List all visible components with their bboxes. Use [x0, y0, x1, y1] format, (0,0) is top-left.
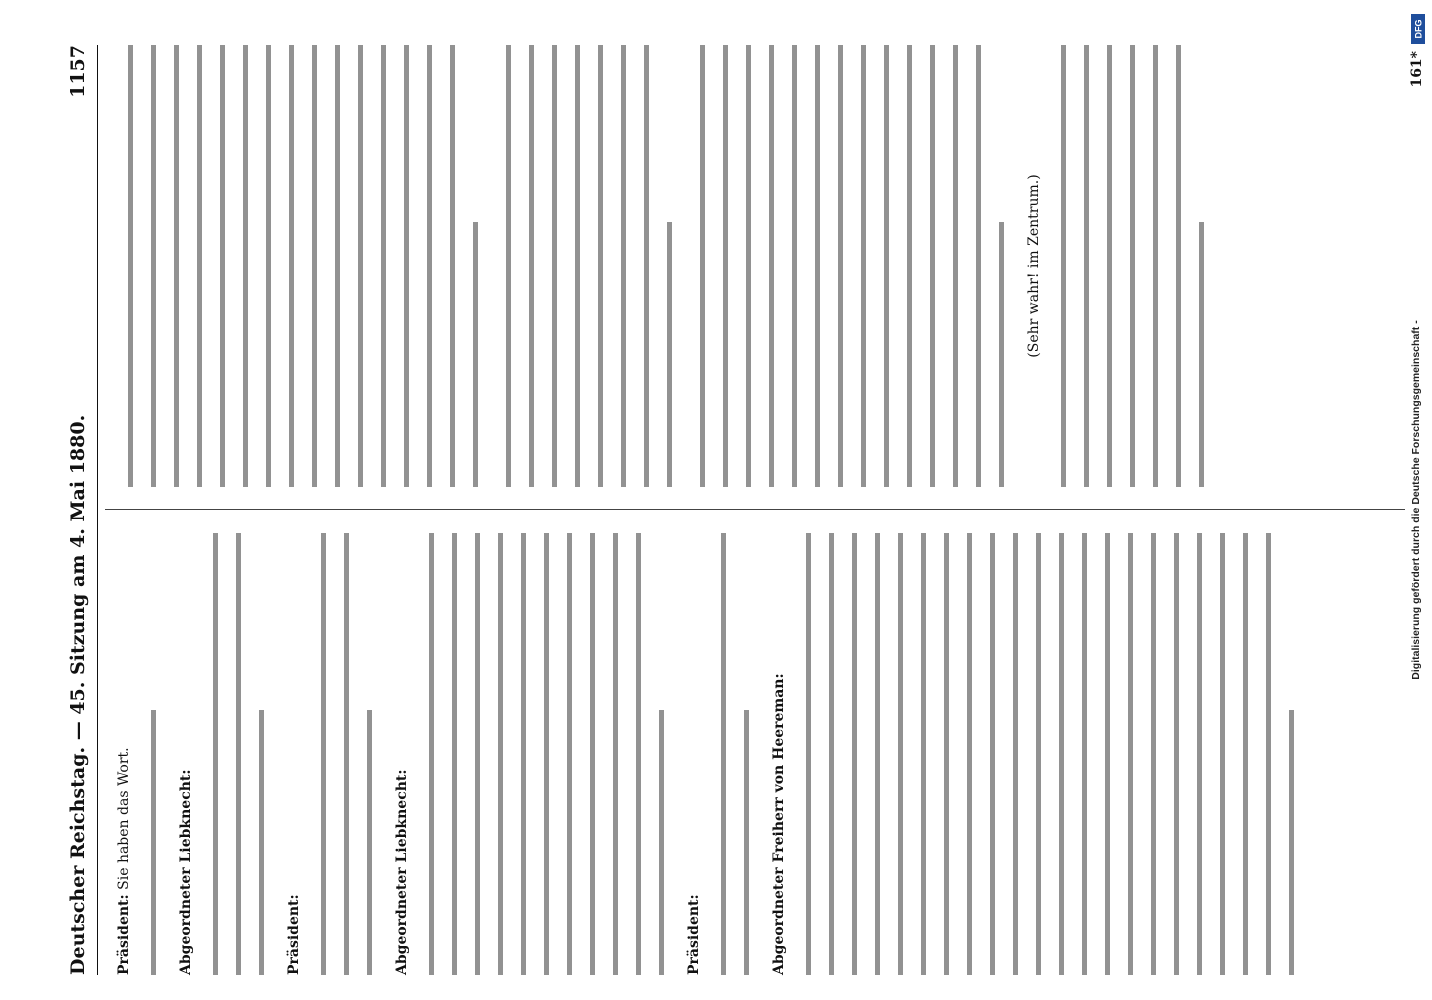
text-line	[303, 45, 326, 487]
text-line	[512, 533, 535, 975]
text-line	[358, 710, 381, 975]
text-line	[1050, 533, 1073, 975]
speech-paragraph	[768, 533, 1303, 975]
text-line	[712, 533, 735, 975]
text-line	[1119, 533, 1142, 975]
text-line	[250, 710, 273, 975]
text-line	[912, 533, 935, 975]
text-line	[691, 45, 714, 487]
text-line	[990, 222, 1013, 487]
speaker-name: Präsident:	[286, 894, 302, 975]
page-number: 1157	[67, 45, 89, 98]
column-divider	[105, 509, 1405, 510]
text-line	[335, 533, 358, 975]
text-line	[612, 45, 635, 487]
text-line	[1052, 45, 1075, 487]
text-line	[1096, 533, 1119, 975]
text-line	[944, 45, 967, 487]
text-line	[1188, 533, 1211, 975]
text-line	[1075, 45, 1098, 487]
text-line	[188, 45, 211, 487]
text-block	[312, 533, 381, 975]
speech-opening-line	[391, 533, 414, 975]
speech-opening-line	[768, 533, 791, 975]
text-line	[1144, 45, 1167, 487]
text-line	[535, 533, 558, 975]
text-line	[1280, 710, 1303, 975]
text-line	[227, 533, 250, 975]
speech-paragraph	[283, 533, 381, 975]
text-line	[464, 222, 487, 487]
page-header	[67, 45, 97, 975]
text-line	[783, 45, 806, 487]
text-line	[627, 533, 650, 975]
text-line	[935, 533, 958, 975]
text-line	[981, 533, 1004, 975]
text-line	[852, 45, 875, 487]
text-line	[566, 45, 589, 487]
text-line	[418, 45, 441, 487]
text-line	[820, 533, 843, 975]
text-line	[806, 45, 829, 487]
text-line	[1098, 45, 1121, 487]
text-line	[1167, 45, 1190, 487]
text-line	[1142, 533, 1165, 975]
text-line	[898, 45, 921, 487]
header-rule	[97, 45, 98, 975]
text-block	[142, 533, 165, 975]
text-line	[737, 45, 760, 487]
text-line	[1027, 533, 1050, 975]
text-line	[142, 710, 165, 975]
text-line	[658, 222, 681, 487]
text-line	[967, 45, 990, 487]
text-line	[875, 45, 898, 487]
text-block	[1052, 45, 1213, 487]
text-line	[142, 45, 165, 487]
text-line	[1190, 222, 1213, 487]
text-line	[443, 533, 466, 975]
text-line	[1257, 533, 1280, 975]
text-line	[497, 45, 520, 487]
text-line	[1165, 533, 1188, 975]
text-block	[204, 533, 273, 975]
text-line	[1073, 533, 1096, 975]
text-line	[211, 45, 234, 487]
text-line	[1211, 533, 1234, 975]
text-line	[420, 533, 443, 975]
text-line	[843, 533, 866, 975]
text-line	[866, 533, 889, 975]
speech-paragraph	[391, 533, 673, 975]
speech-paragraph	[113, 533, 165, 975]
text-line	[280, 45, 303, 487]
text-line	[714, 45, 737, 487]
signature-mark: 161*	[1409, 51, 1425, 88]
text-line	[1121, 45, 1144, 487]
text-line	[326, 45, 349, 487]
speech-opening-line	[113, 533, 136, 975]
text-line	[604, 533, 627, 975]
text-line	[466, 533, 489, 975]
text-line	[829, 45, 852, 487]
text-line	[520, 45, 543, 487]
text-line	[1234, 533, 1257, 975]
speech-opening-line	[283, 533, 306, 975]
text-line	[372, 45, 395, 487]
protocol-page	[45, 45, 1425, 975]
text-line	[165, 45, 188, 487]
text-block	[712, 533, 758, 975]
text-line	[921, 45, 944, 487]
speaker-name: Präsident:	[116, 894, 132, 975]
text-line	[735, 710, 758, 975]
right-column	[113, 45, 1395, 487]
text-line	[312, 533, 335, 975]
text-line	[441, 45, 464, 487]
text-line	[958, 533, 981, 975]
text-line	[889, 533, 912, 975]
speaker-name: Abgeordneter Liebknecht:	[178, 769, 194, 975]
speech-paragraph	[175, 533, 273, 975]
digitization-notice: Digitalisierung gefördert durch die Deutsche Forschungsgemeinschaft -	[1410, 320, 1422, 680]
text-block	[691, 45, 1013, 487]
text-line	[760, 45, 783, 487]
text-line	[1004, 533, 1027, 975]
text-line	[489, 533, 512, 975]
speaker-name: Präsident:	[686, 894, 702, 975]
text-line	[635, 45, 658, 487]
text-block	[797, 533, 1303, 975]
speech-paragraph	[683, 533, 758, 975]
text-line	[797, 533, 820, 975]
text-line	[204, 533, 227, 975]
text-line	[119, 45, 142, 487]
text-block	[497, 45, 681, 487]
speech-opening-line	[683, 533, 706, 975]
text-line	[650, 710, 673, 975]
text-line	[349, 45, 372, 487]
text-line	[234, 45, 257, 487]
text-line	[395, 45, 418, 487]
text-line	[581, 533, 604, 975]
running-head: Deutscher Reichstag. — 45. Sitzung am 4. Mai 1880.	[67, 414, 89, 975]
text-line	[558, 533, 581, 975]
left-column	[113, 533, 1395, 975]
text-line	[589, 45, 612, 487]
text-block	[420, 533, 673, 975]
speech-text: Sie haben das Wort.	[116, 747, 132, 890]
text-block	[119, 45, 487, 487]
speech-opening-line	[175, 533, 198, 975]
text-line	[257, 45, 280, 487]
speaker-name: Abgeordneter Freiherr von Heereman:	[771, 673, 787, 975]
applause-note: (Sehr wahr! im Zentrum.)	[1026, 174, 1042, 358]
dfg-logo: DFG	[1411, 14, 1425, 44]
text-line	[543, 45, 566, 487]
speaker-name: Abgeordneter Liebknecht:	[394, 769, 410, 975]
